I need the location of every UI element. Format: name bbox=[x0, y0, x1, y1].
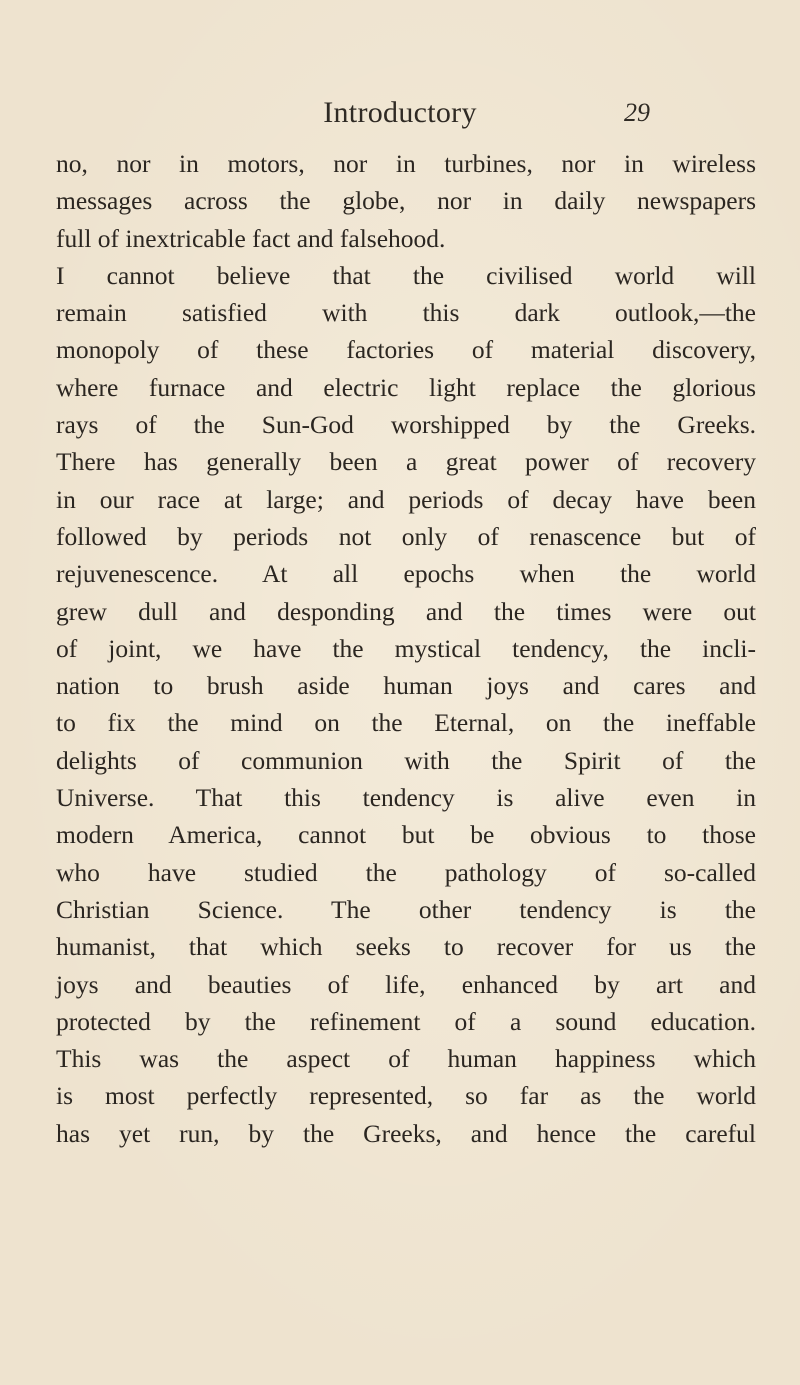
text-line: rejuvenescence. At all epochs when the world bbox=[56, 559, 756, 589]
text-line: followed by periods not only of renascence but of bbox=[56, 521, 756, 551]
text-line: to fix the mind on the Eternal, on the ineffable bbox=[56, 708, 756, 738]
text-line: modern America, cannot but be obvious to those bbox=[56, 820, 756, 850]
text-line: has yet run, by the Greeks, and hence the careful bbox=[56, 1118, 756, 1148]
text-line: rays of the Sun-God worshipped by the Greeks. bbox=[56, 410, 756, 440]
text-line: Universe. That this tendency is alive even in bbox=[56, 783, 756, 813]
text-line: joys and beauties of life, enhanced by art and bbox=[56, 969, 756, 999]
text-line: remain satisfied with this dark outlook,—the bbox=[56, 298, 756, 328]
page-number: 29 bbox=[624, 98, 650, 127]
text-line: where furnace and electric light replace the glorious bbox=[56, 372, 756, 402]
text-line: delights of communion with the Spirit of the bbox=[56, 745, 756, 775]
text-line: full of inextricable fact and falsehood. bbox=[56, 223, 446, 253]
text-line: monopoly of these factories of material discovery, bbox=[56, 335, 756, 365]
text-line: grew dull and desponding and the times were out bbox=[56, 596, 756, 626]
text-line: There has generally been a great power of recovery bbox=[56, 447, 756, 477]
text-line: in our race at large; and periods of decay have been bbox=[56, 484, 756, 514]
text-line: This was the aspect of human happiness which bbox=[56, 1044, 756, 1074]
text-line: no, nor in motors, nor in turbines, nor in wireless bbox=[56, 149, 756, 178]
running-head bbox=[0, 96, 800, 140]
text-line: humanist, that which seeks to recover for us the bbox=[56, 932, 756, 962]
text-line: nation to brush aside human joys and cares and bbox=[56, 671, 756, 701]
text-line: is most perfectly represented, so far as the world bbox=[56, 1081, 756, 1111]
text-line: I cannot believe that the civilised world will bbox=[56, 260, 756, 290]
running-title: Introductory bbox=[323, 96, 477, 129]
text-line: of joint, we have the mystical tendency, the incli- bbox=[56, 633, 756, 663]
text-line: who have studied the pathology of so-called bbox=[56, 857, 756, 887]
body-text bbox=[56, 145, 756, 1152]
text-line: protected by the refinement of a sound education. bbox=[56, 1006, 756, 1036]
text-line: messages across the globe, nor in daily newspapers bbox=[56, 186, 756, 216]
text-line: Christian Science. The other tendency is the bbox=[56, 894, 756, 924]
